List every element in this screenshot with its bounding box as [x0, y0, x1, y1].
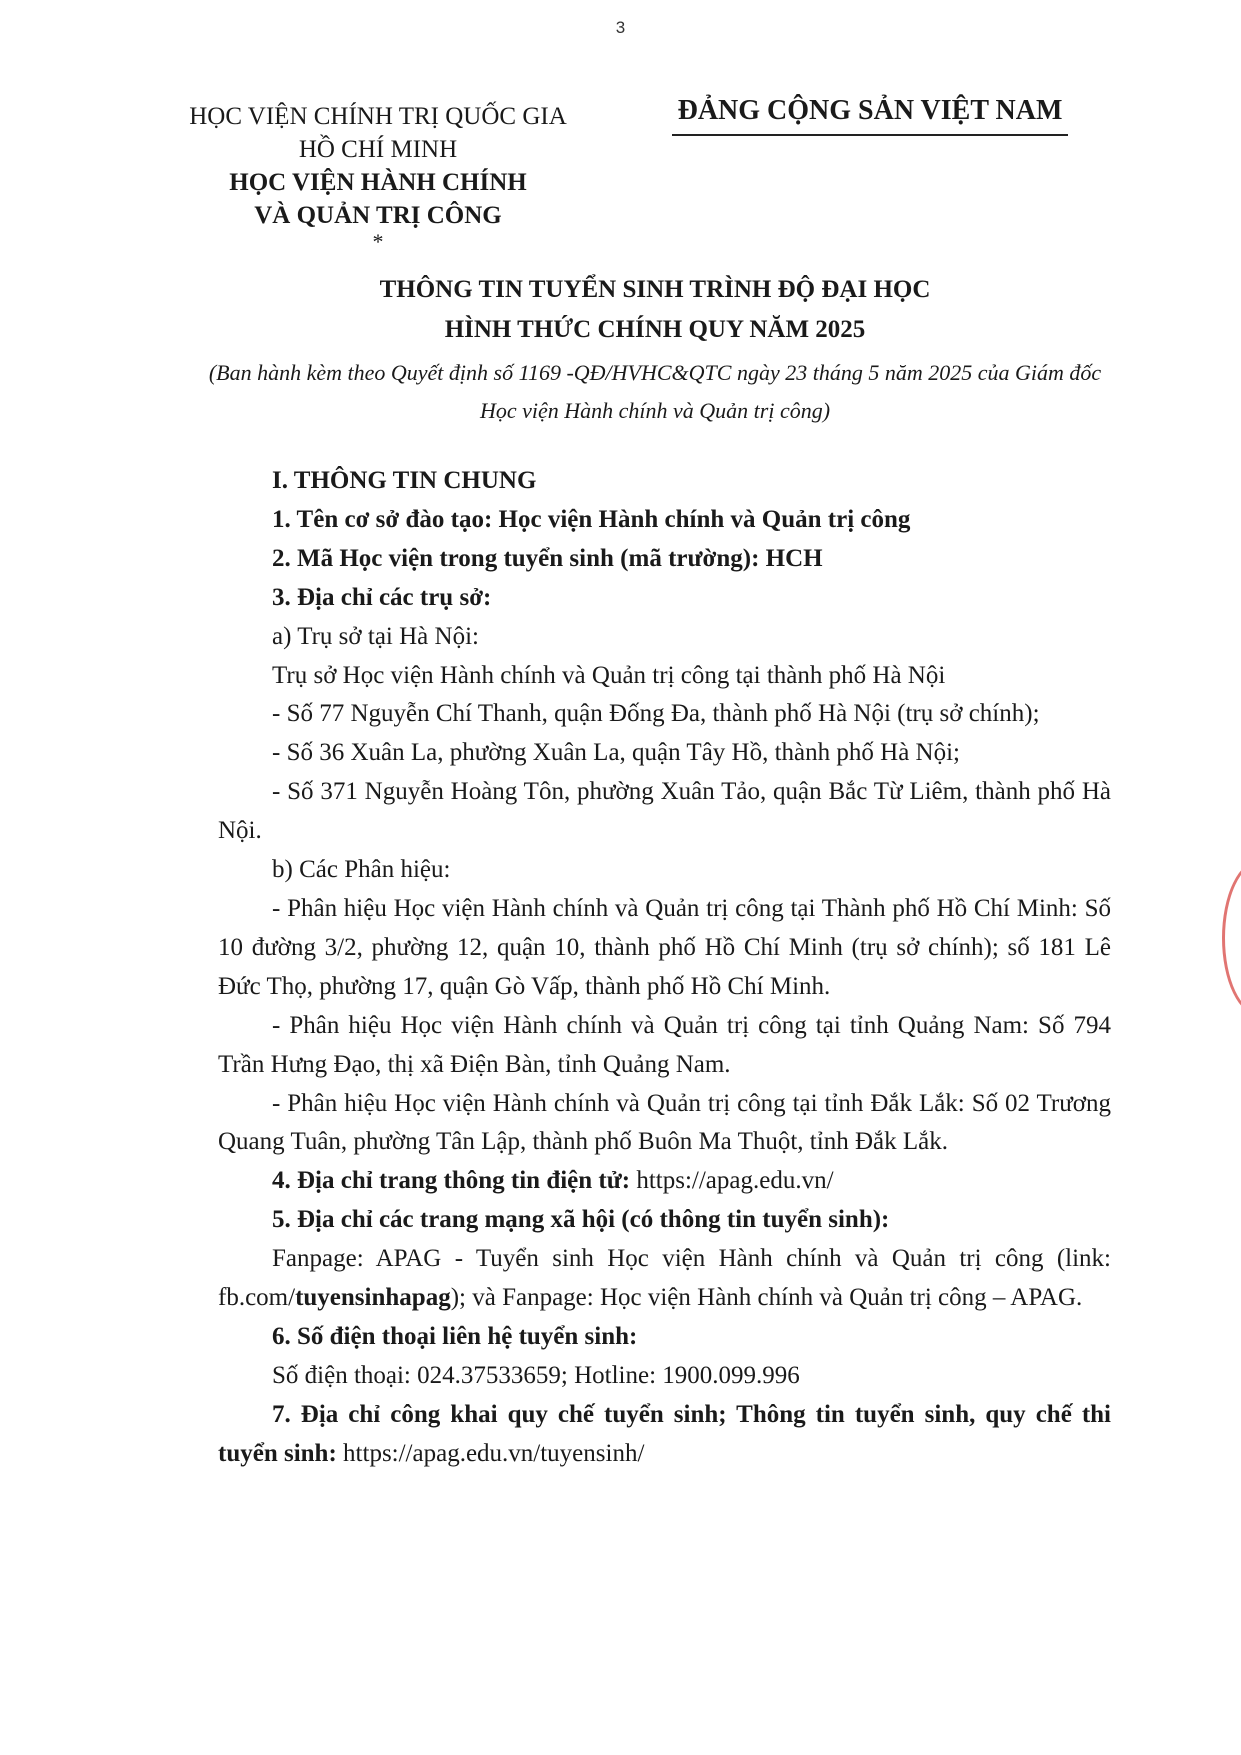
document-title-line-1: THÔNG TIN TUYỂN SINH TRÌNH ĐỘ ĐẠI HỌC: [379, 276, 931, 303]
social-fanpage-link[interactable]: tuyensinhapag: [295, 1284, 451, 1312]
org-parent-line-1: HỌC VIỆN CHÍNH TRỊ QUỐC GIA: [189, 103, 567, 130]
item-regulations: [218, 1396, 1111, 1474]
section-heading: I. THÔNG TIN CHUNG: [272, 467, 537, 494]
item-social-text: [218, 1240, 1111, 1318]
item-website: [218, 1162, 1111, 1201]
item-website-label: 4. Địa chỉ trang thông tin điện tử:: [272, 1167, 631, 1195]
org-star: *: [372, 229, 384, 254]
document-title-line-2: HÌNH THỨC CHÍNH QUY NĂM 2025: [444, 316, 866, 343]
hanoi-intro: Trụ sở Học viện Hành chính và Quản trị công tại thành phố Hà Nội: [272, 661, 946, 689]
party-header: [670, 94, 1070, 136]
official-stamp-edge: [1222, 860, 1241, 1016]
party-underline: [672, 134, 1068, 136]
item-institution-code: 2. Mã Học viện trong tuyển sinh (mã trường): HCH: [272, 544, 823, 572]
website-link[interactable]: https://apag.edu.vn/: [636, 1167, 834, 1195]
hanoi-label: a) Trụ sở tại Hà Nội:: [272, 622, 479, 650]
branch-hcm: - Phân hiệu Học viện Hành chính và Quản trị công tại Thành phố Hồ Chí Minh: Số 10 đường 3/2, phường 12, quận 10, thành phố Hồ Chí Minh (trụ sở chính); số 181 Lê Đức Thọ, phường 17, quận Gò Vấp, thành phố Hồ Chí Minh.: [218, 894, 1111, 1000]
branches-label: b) Các Phân hiệu:: [272, 856, 451, 884]
party-title: ĐẢNG CỘNG SẢN VIỆT NAM: [677, 95, 1063, 126]
hanoi-address-2: - Số 36 Xuân La, phường Xuân La, quận Tây Hồ, thành phố Hà Nội;: [272, 739, 960, 767]
branch-quang-nam: - Phân hiệu Học viện Hành chính và Quản trị công tại tỉnh Quảng Nam: Số 794 Trần Hưng Đạo, thị xã Điện Bàn, tỉnh Quảng Nam.: [218, 1011, 1111, 1078]
item-regulations-label: 7. Địa chỉ công khai quy chế tuyển sinh; Thông tin tuyển sinh, quy chế thi tuyển sinh:: [218, 1400, 1111, 1467]
item-phone-heading: 6. Số điện thoại liên hệ tuyển sinh:: [272, 1322, 638, 1350]
item-phone-value: Số điện thoại: 024.37533659; Hotline: 1900.099.996: [272, 1361, 800, 1389]
regulations-link[interactable]: https://apag.edu.vn/tuyensinh/: [343, 1439, 645, 1467]
item-social-heading: 5. Địa chỉ các trang mạng xã hội (có thông tin tuyển sinh):: [272, 1206, 890, 1234]
issuing-organization: [168, 100, 588, 252]
document-body: [218, 462, 1111, 1474]
page-number: 3: [615, 18, 626, 37]
branch-dak-lak: - Phân hiệu Học viện Hành chính và Quản trị công tại tỉnh Đắk Lắk: Số 02 Trương Quang Tuân, phường Tân Lập, thành phố Buôn Ma Thuột, tỉnh Đắk Lắk.: [218, 1089, 1111, 1156]
social-text-a: Fanpage: APAG - Tuyển sinh Học viện Hành chính và Quản trị công (link: fb.com/: [218, 1245, 1111, 1312]
org-name-line-1: HỌC VIỆN HÀNH CHÍNH: [229, 169, 527, 196]
document-title-block: [200, 270, 1110, 430]
document-subtitle: (Ban hành kèm theo Quyết định số 1169 -QĐ/HVHC&QTC ngày 23 tháng 5 năm 2025 của Giám đốc Học viện Hành chính và Quản trị công): [208, 360, 1102, 423]
hanoi-address-3: - Số 371 Nguyễn Hoàng Tôn, phường Xuân Tảo, quận Bắc Từ Liêm, thành phố Hà Nội.: [218, 778, 1111, 845]
org-parent-line-2: HỒ CHÍ MINH: [298, 136, 458, 163]
item-addresses-heading: 3. Địa chỉ các trụ sở:: [272, 583, 492, 611]
org-name-line-2: VÀ QUẢN TRỊ CÔNG: [254, 202, 502, 229]
social-text-b: ); và Fanpage: Học viện Hành chính và Quản trị công – APAG.: [450, 1284, 1083, 1312]
item-institution-name: 1. Tên cơ sở đào tạo: Học viện Hành chính và Quản trị công: [272, 505, 911, 533]
hanoi-address-1: - Số 77 Nguyễn Chí Thanh, quận Đống Đa, thành phố Hà Nội (trụ sở chính);: [272, 700, 1040, 728]
